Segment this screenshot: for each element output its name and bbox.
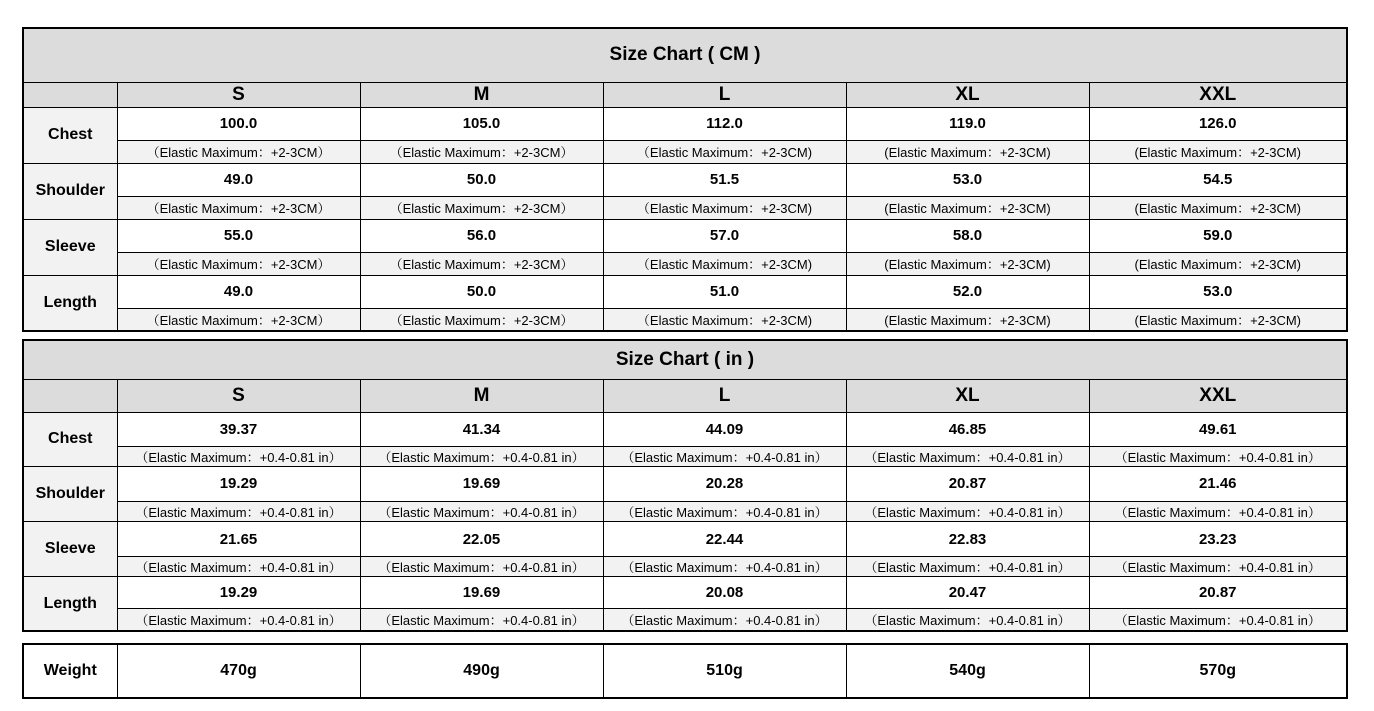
cm-chart-title: Size Chart ( CM )	[23, 28, 1347, 82]
elastic-note: （Elastic Maximum：+2-3CM）	[360, 140, 603, 163]
row-label-sleeve: Sleeve	[23, 522, 117, 577]
value-cell: 50.0	[360, 275, 603, 308]
value-cell: 59.0	[1089, 219, 1347, 252]
size-header-l: L	[603, 379, 846, 412]
size-header-m: M	[360, 379, 603, 412]
value-cell: 49.0	[117, 275, 360, 308]
value-cell: 44.09	[603, 412, 846, 446]
elastic-note: （Elastic Maximum：+0.4-0.81 in）	[846, 609, 1089, 631]
value-cell: 58.0	[846, 219, 1089, 252]
elastic-note: （Elastic Maximum：+0.4-0.81 in）	[360, 609, 603, 631]
value-cell: 20.87	[846, 466, 1089, 501]
value-cell: 20.47	[846, 577, 1089, 609]
elastic-note: (Elastic Maximum：+2-3CM)	[1089, 308, 1347, 331]
value-cell: 41.34	[360, 412, 603, 446]
row-label-sleeve: Sleeve	[23, 219, 117, 275]
value-cell: 53.0	[846, 163, 1089, 196]
row-label-weight: Weight	[23, 644, 117, 698]
value-cell: 21.65	[117, 522, 360, 557]
value-cell: 57.0	[603, 219, 846, 252]
value-cell: 56.0	[360, 219, 603, 252]
header-corner	[23, 82, 117, 107]
size-header-s: S	[117, 379, 360, 412]
elastic-note: （Elastic Maximum：+0.4-0.81 in）	[603, 557, 846, 577]
size-header-xl: XL	[846, 82, 1089, 107]
value-cell: 52.0	[846, 275, 1089, 308]
row-label-shoulder: Shoulder	[23, 163, 117, 219]
elastic-note: （Elastic Maximum：+0.4-0.81 in）	[360, 446, 603, 466]
elastic-note: (Elastic Maximum：+2-3CM)	[846, 140, 1089, 163]
elastic-note: （Elastic Maximum：+0.4-0.81 in）	[117, 446, 360, 466]
elastic-note: (Elastic Maximum：+2-3CM)	[1089, 196, 1347, 219]
row-label-shoulder: Shoulder	[23, 466, 117, 521]
weight-value: 510g	[603, 644, 846, 698]
elastic-note: （Elastic Maximum：+0.4-0.81 in）	[603, 446, 846, 466]
value-cell: 119.0	[846, 107, 1089, 140]
value-cell: 22.05	[360, 522, 603, 557]
elastic-note: （Elastic Maximum：+2-3CM)	[603, 196, 846, 219]
value-cell: 54.5	[1089, 163, 1347, 196]
elastic-note: （Elastic Maximum：+2-3CM）	[360, 196, 603, 219]
in-chart-title: Size Chart ( in )	[23, 340, 1347, 379]
value-cell: 51.5	[603, 163, 846, 196]
elastic-note: （Elastic Maximum：+2-3CM)	[603, 252, 846, 275]
value-cell: 19.29	[117, 577, 360, 609]
elastic-note: （Elastic Maximum：+2-3CM）	[360, 308, 603, 331]
row-label-chest: Chest	[23, 412, 117, 466]
elastic-note: （Elastic Maximum：+0.4-0.81 in）	[117, 557, 360, 577]
value-cell: 23.23	[1089, 522, 1347, 557]
value-cell: 22.83	[846, 522, 1089, 557]
elastic-note: （Elastic Maximum：+0.4-0.81 in）	[1089, 609, 1347, 631]
elastic-note: （Elastic Maximum：+2-3CM）	[360, 252, 603, 275]
elastic-note: （Elastic Maximum：+0.4-0.81 in）	[360, 502, 603, 522]
row-label-length: Length	[23, 577, 117, 631]
elastic-note: （Elastic Maximum：+0.4-0.81 in）	[360, 557, 603, 577]
elastic-note: （Elastic Maximum：+0.4-0.81 in）	[846, 446, 1089, 466]
elastic-note: （Elastic Maximum：+2-3CM）	[117, 252, 360, 275]
elastic-note: (Elastic Maximum：+2-3CM)	[846, 308, 1089, 331]
weight-value: 490g	[360, 644, 603, 698]
elastic-note: （Elastic Maximum：+2-3CM)	[603, 308, 846, 331]
value-cell: 20.08	[603, 577, 846, 609]
weight-value: 540g	[846, 644, 1089, 698]
value-cell: 21.46	[1089, 466, 1347, 501]
value-cell: 39.37	[117, 412, 360, 446]
value-cell: 49.61	[1089, 412, 1347, 446]
weight-value: 470g	[117, 644, 360, 698]
elastic-note: （Elastic Maximum：+0.4-0.81 in）	[846, 557, 1089, 577]
value-cell: 20.28	[603, 466, 846, 501]
elastic-note: （Elastic Maximum：+0.4-0.81 in）	[603, 609, 846, 631]
weight-table	[22, 643, 1348, 699]
elastic-note: (Elastic Maximum：+2-3CM)	[1089, 252, 1347, 275]
size-header-xl: XL	[846, 379, 1089, 412]
size-chart-in-table	[22, 339, 1348, 632]
elastic-note: （Elastic Maximum：+2-3CM）	[117, 196, 360, 219]
elastic-note: （Elastic Maximum：+0.4-0.81 in）	[603, 502, 846, 522]
value-cell: 46.85	[846, 412, 1089, 446]
elastic-note: （Elastic Maximum：+0.4-0.81 in）	[1089, 502, 1347, 522]
elastic-note: (Elastic Maximum：+2-3CM)	[846, 196, 1089, 219]
elastic-note: （Elastic Maximum：+0.4-0.81 in）	[117, 609, 360, 631]
elastic-note: （Elastic Maximum：+0.4-0.81 in）	[117, 502, 360, 522]
value-cell: 50.0	[360, 163, 603, 196]
elastic-note: （Elastic Maximum：+2-3CM）	[117, 140, 360, 163]
elastic-note: (Elastic Maximum：+2-3CM)	[1089, 140, 1347, 163]
value-cell: 49.0	[117, 163, 360, 196]
value-cell: 100.0	[117, 107, 360, 140]
value-cell: 112.0	[603, 107, 846, 140]
value-cell: 126.0	[1089, 107, 1347, 140]
size-chart-cm-table	[22, 27, 1348, 332]
size-header-m: M	[360, 82, 603, 107]
size-header-xxl: XXL	[1089, 379, 1347, 412]
row-label-length: Length	[23, 275, 117, 331]
elastic-note: （Elastic Maximum：+2-3CM）	[117, 308, 360, 331]
elastic-note: （Elastic Maximum：+0.4-0.81 in）	[846, 502, 1089, 522]
value-cell: 19.29	[117, 466, 360, 501]
value-cell: 19.69	[360, 577, 603, 609]
value-cell: 51.0	[603, 275, 846, 308]
value-cell: 22.44	[603, 522, 846, 557]
header-corner	[23, 379, 117, 412]
size-header-s: S	[117, 82, 360, 107]
elastic-note: （Elastic Maximum：+0.4-0.81 in）	[1089, 557, 1347, 577]
elastic-note: （Elastic Maximum：+0.4-0.81 in）	[1089, 446, 1347, 466]
weight-value: 570g	[1089, 644, 1347, 698]
value-cell: 20.87	[1089, 577, 1347, 609]
row-label-chest: Chest	[23, 107, 117, 163]
value-cell: 19.69	[360, 466, 603, 501]
size-header-l: L	[603, 82, 846, 107]
size-header-xxl: XXL	[1089, 82, 1347, 107]
value-cell: 105.0	[360, 107, 603, 140]
value-cell: 53.0	[1089, 275, 1347, 308]
elastic-note: （Elastic Maximum：+2-3CM)	[603, 140, 846, 163]
elastic-note: (Elastic Maximum：+2-3CM)	[846, 252, 1089, 275]
value-cell: 55.0	[117, 219, 360, 252]
